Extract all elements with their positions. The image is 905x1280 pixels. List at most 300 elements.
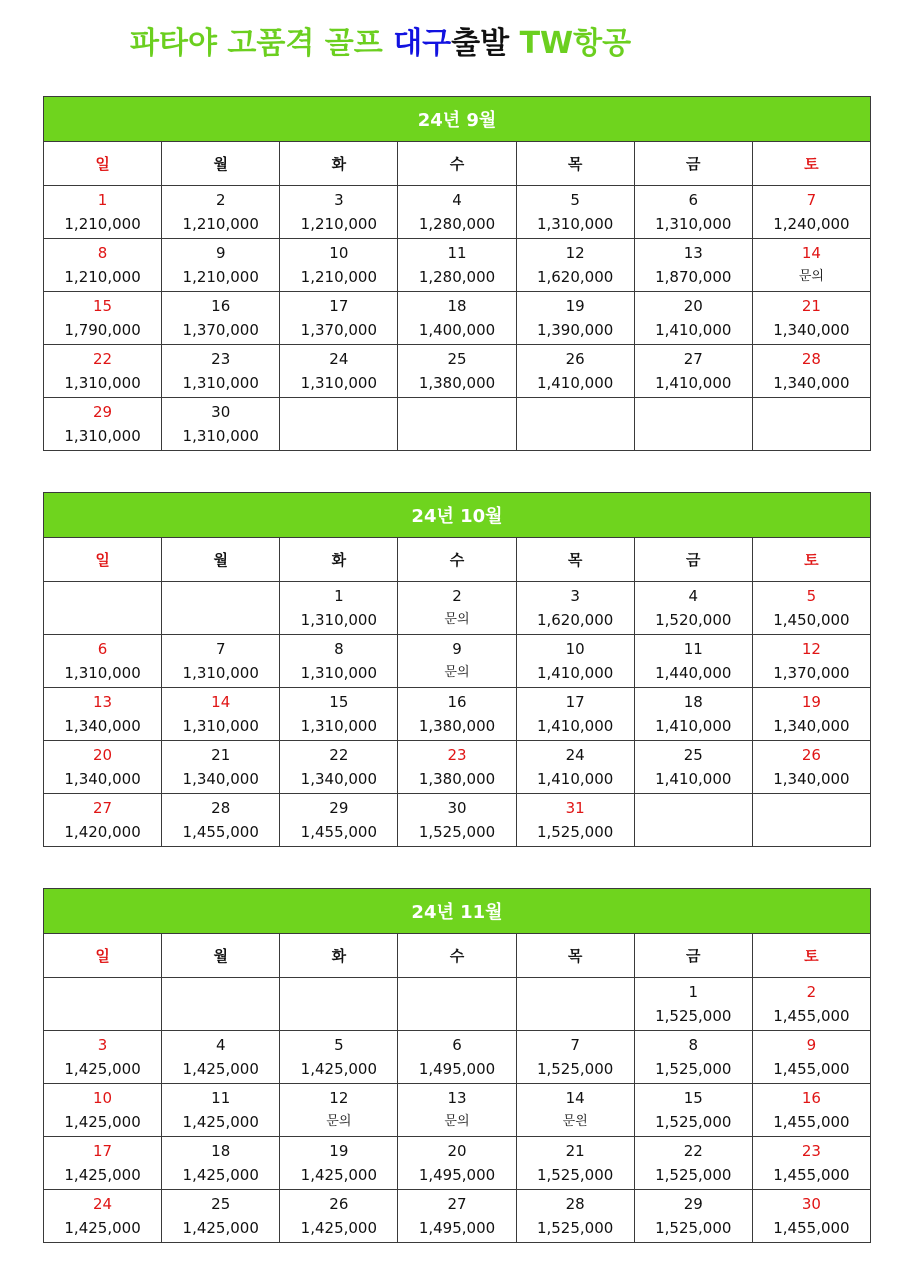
day-number: 23 — [211, 350, 231, 368]
empty-day-cell — [516, 978, 634, 1031]
day-cell — [44, 1031, 162, 1084]
weekday-header: 월 — [162, 142, 280, 186]
day-number: 18 — [211, 1142, 231, 1160]
day-cell — [280, 582, 398, 635]
day-price: 1,310,000 — [300, 374, 378, 392]
day-cell — [162, 292, 280, 345]
day-price: 1,340,000 — [64, 717, 141, 735]
weekday-row — [44, 934, 871, 978]
empty-day-cell — [516, 398, 634, 451]
day-number: 1 — [334, 587, 344, 605]
day-price: 1,455,000 — [773, 1060, 850, 1078]
day-number: 16 — [211, 297, 231, 315]
day-number: 15 — [93, 297, 113, 315]
day-number: 16 — [801, 1089, 821, 1107]
empty-day-cell — [280, 398, 398, 451]
day-number: 22 — [683, 1142, 703, 1160]
empty-day-cell — [634, 398, 752, 451]
day-cell — [516, 635, 634, 688]
day-cell — [398, 1190, 516, 1243]
day-cell — [752, 741, 870, 794]
weekday-header: 월 — [162, 538, 280, 582]
day-cell — [634, 239, 752, 292]
day-cell — [634, 345, 752, 398]
day-price: 1,410,000 — [536, 374, 614, 392]
day-price: 1,410,000 — [655, 770, 732, 788]
day-number: 22 — [93, 350, 113, 368]
title-text-departure-city: 대구 — [393, 26, 452, 61]
day-number: 27 — [93, 799, 113, 817]
day-cell — [162, 345, 280, 398]
day-number: 15 — [329, 693, 349, 711]
month-header-row — [44, 493, 871, 538]
day-price: 1,390,000 — [536, 321, 614, 339]
weekday-header: 일 — [44, 142, 162, 186]
day-price: 문의 — [444, 612, 470, 627]
calendar-november — [43, 888, 871, 1243]
day-number: 4 — [452, 191, 462, 209]
day-price: 1,425,000 — [300, 1219, 378, 1237]
day-price: 1,310,000 — [536, 215, 614, 233]
month-header: 24년 11월 — [44, 889, 871, 934]
day-cell — [398, 688, 516, 741]
empty-day-cell — [44, 582, 162, 635]
day-cell — [752, 978, 870, 1031]
day-price: 1,790,000 — [64, 321, 141, 339]
day-price: 1,525,000 — [536, 823, 614, 841]
day-cell — [752, 186, 870, 239]
day-cell — [516, 1031, 634, 1084]
day-cell — [752, 635, 870, 688]
day-number: 12 — [329, 1089, 349, 1107]
day-cell — [280, 1084, 398, 1137]
day-cell — [634, 635, 752, 688]
day-price: 1,370,000 — [182, 321, 259, 339]
day-number: 26 — [329, 1195, 349, 1213]
empty-day-cell — [162, 978, 280, 1031]
day-number: 29 — [329, 799, 349, 817]
day-cell — [280, 1137, 398, 1190]
day-number: 17 — [329, 297, 349, 315]
day-cell — [398, 635, 516, 688]
day-number: 31 — [565, 799, 585, 817]
day-cell — [752, 1031, 870, 1084]
day-number: 26 — [801, 746, 821, 764]
day-price: 1,440,000 — [655, 664, 732, 682]
day-price: 1,340,000 — [773, 770, 850, 788]
day-price: 1,340,000 — [64, 770, 141, 788]
day-cell — [280, 741, 398, 794]
day-cell — [516, 1084, 634, 1137]
day-cell — [752, 1084, 870, 1137]
empty-day-cell — [752, 398, 870, 451]
day-price: 1,310,000 — [64, 664, 141, 682]
day-cell — [634, 582, 752, 635]
day-number: 4 — [215, 1036, 226, 1054]
empty-day-cell — [398, 398, 516, 451]
day-cell — [516, 345, 634, 398]
day-number: 3 — [97, 1036, 108, 1054]
week-row — [44, 582, 871, 635]
day-price: 1,310,000 — [182, 374, 259, 392]
day-number: 10 — [329, 244, 349, 262]
day-number: 2 — [806, 983, 817, 1001]
day-cell — [44, 398, 162, 451]
day-cell — [634, 741, 752, 794]
week-row — [44, 794, 871, 847]
day-number: 20 — [683, 297, 703, 315]
day-price: 1,410,000 — [655, 374, 732, 392]
day-number: 17 — [93, 1142, 113, 1160]
day-number: 3 — [334, 191, 344, 209]
day-cell — [634, 1031, 752, 1084]
day-cell — [280, 688, 398, 741]
weekday-header: 토 — [752, 934, 870, 978]
day-cell — [44, 635, 162, 688]
day-cell — [162, 688, 280, 741]
day-cell — [398, 794, 516, 847]
day-price: 1,495,000 — [418, 1060, 496, 1078]
day-cell — [398, 741, 516, 794]
day-price: 1,340,000 — [773, 321, 850, 339]
weekday-header: 금 — [634, 142, 752, 186]
day-price: 1,525,000 — [536, 1060, 614, 1078]
week-row — [44, 292, 871, 345]
day-price: 1,380,000 — [418, 717, 496, 735]
calendar-september — [43, 96, 871, 451]
page-title — [130, 18, 631, 60]
weekday-header: 목 — [516, 142, 634, 186]
day-number: 20 — [447, 1142, 467, 1160]
day-cell — [516, 794, 634, 847]
day-price: 1,455,000 — [300, 823, 378, 841]
day-number: 5 — [570, 191, 580, 209]
weekday-row — [44, 142, 871, 186]
day-number: 16 — [447, 693, 467, 711]
day-number: 13 — [683, 244, 703, 262]
day-number: 12 — [565, 244, 585, 262]
day-price: 1,420,000 — [64, 823, 141, 841]
day-cell — [44, 794, 162, 847]
day-price: 1,280,000 — [418, 215, 496, 233]
day-price: 문의 — [444, 1114, 470, 1129]
day-cell — [280, 186, 398, 239]
day-price: 1,340,000 — [182, 770, 259, 788]
weekday-header: 일 — [44, 934, 162, 978]
day-cell — [634, 1190, 752, 1243]
day-cell — [162, 1031, 280, 1084]
day-price: 1,410,000 — [655, 717, 732, 735]
day-number: 28 — [801, 350, 821, 368]
day-cell — [752, 239, 870, 292]
day-number: 25 — [211, 1195, 231, 1213]
day-price: 1,620,000 — [536, 611, 614, 629]
day-price: 1,210,000 — [300, 268, 378, 286]
day-cell — [162, 186, 280, 239]
weekday-header: 토 — [752, 538, 870, 582]
day-number: 14 — [801, 244, 821, 262]
day-number: 27 — [683, 350, 703, 368]
day-cell — [162, 741, 280, 794]
day-cell — [162, 794, 280, 847]
day-price: 1,425,000 — [64, 1166, 141, 1184]
day-price: 1,455,000 — [182, 823, 259, 841]
calendar-october — [43, 492, 871, 847]
day-cell — [516, 239, 634, 292]
day-cell — [280, 1190, 398, 1243]
empty-day-cell — [280, 978, 398, 1031]
day-number: 22 — [329, 746, 349, 764]
day-price: 1,340,000 — [773, 374, 850, 392]
day-cell — [752, 345, 870, 398]
day-cell — [634, 1137, 752, 1190]
weekday-header: 수 — [398, 538, 516, 582]
day-number: 18 — [447, 297, 467, 315]
empty-day-cell — [752, 794, 870, 847]
day-price: 1,310,000 — [182, 664, 259, 682]
day-cell — [44, 741, 162, 794]
day-number: 10 — [93, 1089, 113, 1107]
day-price: 1,380,000 — [418, 770, 496, 788]
day-number: 26 — [565, 350, 585, 368]
day-number: 6 — [97, 640, 108, 658]
day-price: 1,455,000 — [773, 1219, 850, 1237]
day-cell — [634, 186, 752, 239]
day-price: 1,240,000 — [773, 215, 850, 233]
day-number: 14 — [565, 1089, 585, 1107]
day-cell — [398, 1137, 516, 1190]
month-header: 24년 9월 — [44, 97, 871, 142]
day-cell — [752, 1137, 870, 1190]
day-price: 1,525,000 — [655, 1166, 732, 1184]
day-number: 25 — [447, 350, 467, 368]
day-number: 19 — [801, 693, 821, 711]
day-number: 13 — [93, 693, 113, 711]
day-cell — [44, 345, 162, 398]
day-number: 5 — [806, 587, 817, 605]
day-price: 1,425,000 — [182, 1060, 259, 1078]
weekday-header: 월 — [162, 934, 280, 978]
day-number: 30 — [447, 799, 467, 817]
title-text-airline: TW항공 — [509, 26, 632, 61]
day-number: 30 — [211, 403, 231, 421]
day-price: 1,425,000 — [182, 1219, 259, 1237]
week-row — [44, 1137, 871, 1190]
day-cell — [398, 1031, 516, 1084]
day-cell — [516, 741, 634, 794]
day-price: 1,410,000 — [536, 770, 614, 788]
day-number: 29 — [93, 403, 113, 421]
week-row — [44, 345, 871, 398]
day-cell — [516, 582, 634, 635]
day-price: 1,495,000 — [418, 1166, 496, 1184]
day-cell — [162, 1190, 280, 1243]
week-row — [44, 635, 871, 688]
day-number: 24 — [93, 1195, 113, 1213]
day-cell — [752, 292, 870, 345]
day-number: 1 — [688, 983, 699, 1001]
day-number: 18 — [683, 693, 703, 711]
day-price: 1,525,000 — [655, 1060, 732, 1078]
day-price: 1,340,000 — [773, 717, 850, 735]
day-number: 21 — [211, 746, 231, 764]
day-price: 1,455,000 — [773, 1113, 850, 1131]
day-price: 1,495,000 — [418, 1219, 496, 1237]
day-number: 13 — [447, 1089, 467, 1107]
day-price: 1,370,000 — [773, 664, 850, 682]
day-price: 1,455,000 — [773, 1166, 850, 1184]
week-row — [44, 186, 871, 239]
day-price: 1,425,000 — [300, 1060, 378, 1078]
day-price: 1,525,000 — [655, 1219, 732, 1237]
day-price: 문읜 — [562, 1114, 588, 1129]
day-cell — [634, 978, 752, 1031]
day-cell — [516, 186, 634, 239]
day-price: 1,310,000 — [300, 717, 378, 735]
day-number: 23 — [447, 746, 467, 764]
day-price: 1,425,000 — [64, 1113, 141, 1131]
day-price: 1,425,000 — [64, 1219, 141, 1237]
day-price: 문의 — [326, 1114, 352, 1129]
day-number: 24 — [565, 746, 585, 764]
day-cell — [280, 292, 398, 345]
day-cell — [516, 292, 634, 345]
day-price: 1,525,000 — [536, 1166, 614, 1184]
day-cell — [634, 688, 752, 741]
day-price: 1,380,000 — [418, 374, 496, 392]
day-cell — [44, 186, 162, 239]
day-cell — [752, 1190, 870, 1243]
day-number: 17 — [565, 693, 585, 711]
weekday-header: 수 — [398, 934, 516, 978]
day-price: 1,370,000 — [300, 321, 378, 339]
day-cell — [280, 345, 398, 398]
day-number: 28 — [565, 1195, 585, 1213]
day-number: 20 — [93, 746, 113, 764]
day-cell — [44, 1137, 162, 1190]
day-price: 1,525,000 — [418, 823, 496, 841]
day-cell — [44, 1190, 162, 1243]
day-number: 7 — [570, 1036, 580, 1054]
day-number: 19 — [565, 297, 585, 315]
day-number: 8 — [97, 244, 108, 262]
day-price: 1,310,000 — [182, 427, 259, 445]
weekday-header: 일 — [44, 538, 162, 582]
day-cell — [280, 1031, 398, 1084]
day-number: 12 — [801, 640, 821, 658]
day-cell — [44, 688, 162, 741]
day-cell — [398, 582, 516, 635]
week-row — [44, 398, 871, 451]
day-number: 28 — [211, 799, 231, 817]
day-price: 1,520,000 — [655, 611, 732, 629]
weekday-header: 금 — [634, 934, 752, 978]
week-row — [44, 1031, 871, 1084]
day-price: 1,310,000 — [300, 611, 378, 629]
day-number: 10 — [565, 640, 585, 658]
day-price: 문의 — [444, 665, 470, 680]
day-number: 21 — [565, 1142, 585, 1160]
month-header-row — [44, 889, 871, 934]
day-price: 1,280,000 — [418, 268, 496, 286]
day-price: 1,210,000 — [64, 268, 141, 286]
day-price: 1,425,000 — [182, 1166, 259, 1184]
day-price: 1,455,000 — [773, 1007, 850, 1025]
day-number: 11 — [683, 640, 703, 658]
weekday-header: 화 — [280, 538, 398, 582]
day-number: 14 — [211, 693, 231, 711]
day-price: 1,620,000 — [536, 268, 614, 286]
day-price: 1,410,000 — [536, 664, 614, 682]
day-number: 9 — [215, 244, 226, 262]
day-price: 1,310,000 — [182, 717, 259, 735]
day-price: 1,310,000 — [655, 215, 732, 233]
week-row — [44, 688, 871, 741]
day-number: 9 — [806, 1036, 817, 1054]
day-price: 1,310,000 — [64, 427, 141, 445]
day-number: 6 — [688, 191, 699, 209]
weekday-header: 수 — [398, 142, 516, 186]
weekday-header: 화 — [280, 142, 398, 186]
day-number: 5 — [334, 1036, 344, 1054]
day-cell — [752, 582, 870, 635]
weekday-header: 목 — [516, 538, 634, 582]
day-number: 27 — [447, 1195, 467, 1213]
weekday-header: 토 — [752, 142, 870, 186]
day-number: 30 — [801, 1195, 821, 1213]
day-number: 7 — [215, 640, 226, 658]
day-cell — [280, 794, 398, 847]
day-number: 23 — [801, 1142, 821, 1160]
week-row — [44, 741, 871, 794]
weekday-header: 금 — [634, 538, 752, 582]
day-number: 2 — [452, 587, 462, 605]
day-number: 15 — [683, 1089, 703, 1107]
day-price: 1,450,000 — [773, 611, 850, 629]
day-price: 1,410,000 — [536, 717, 614, 735]
day-number: 11 — [211, 1089, 231, 1107]
day-price: 1,310,000 — [300, 664, 378, 682]
day-cell — [398, 292, 516, 345]
day-cell — [634, 292, 752, 345]
day-cell — [516, 1190, 634, 1243]
day-cell — [280, 239, 398, 292]
day-price: 1,870,000 — [655, 268, 732, 286]
day-price: 1,400,000 — [418, 321, 496, 339]
day-cell — [162, 239, 280, 292]
day-cell — [516, 688, 634, 741]
empty-day-cell — [44, 978, 162, 1031]
day-number: 8 — [688, 1036, 699, 1054]
day-number: 21 — [801, 297, 821, 315]
week-row — [44, 239, 871, 292]
day-cell — [162, 1084, 280, 1137]
day-price: 1,340,000 — [300, 770, 378, 788]
day-cell — [634, 1084, 752, 1137]
day-number: 4 — [688, 587, 699, 605]
day-cell — [162, 398, 280, 451]
day-price: 1,525,000 — [655, 1007, 732, 1025]
day-cell — [280, 635, 398, 688]
day-cell — [162, 635, 280, 688]
day-price: 1,210,000 — [182, 215, 259, 233]
day-price: 1,425,000 — [64, 1060, 141, 1078]
week-row — [44, 978, 871, 1031]
day-number: 6 — [452, 1036, 462, 1054]
weekday-header: 화 — [280, 934, 398, 978]
day-number: 1 — [97, 191, 108, 209]
day-number: 29 — [683, 1195, 703, 1213]
